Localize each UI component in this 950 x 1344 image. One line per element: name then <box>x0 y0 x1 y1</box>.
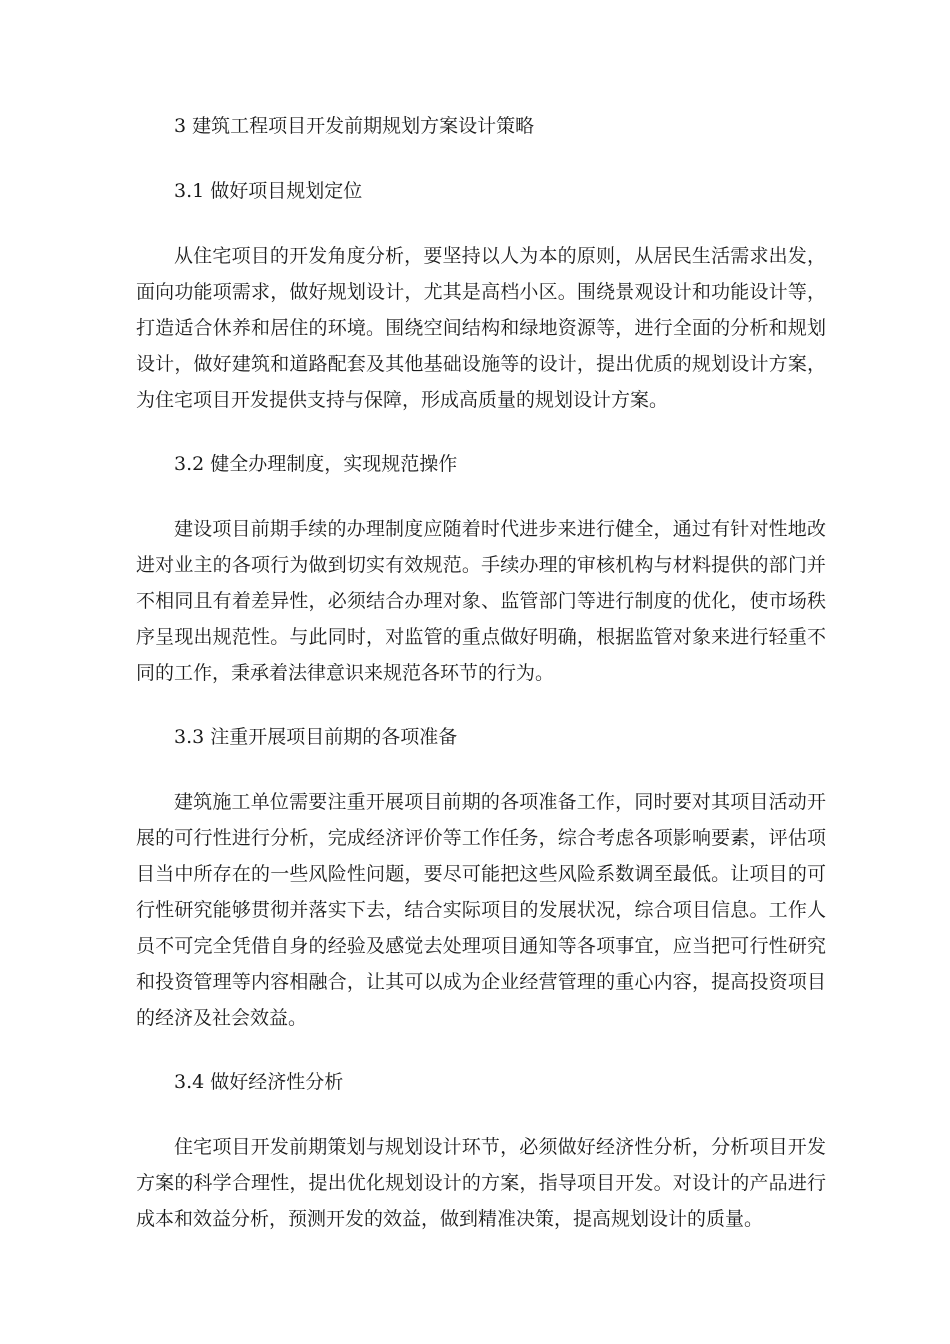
paragraph-3-4: 住宅项目开发前期策划与规划设计环节，必须做好经济性分析，分析项目开发方案的科学合理性，提出优化规划设计的方案，指导项目开发。对设计的产品进行成本和效益分析，预测开发的效益，做到精准决策，提高规划设计的质量。 <box>136 1136 826 1230</box>
document-page <box>136 108 826 1265</box>
subsection-heading-3-4: 3.4 做好经济性分析 <box>174 1071 344 1093</box>
paragraph-3-3: 建筑施工单位需要注重开展项目前期的各项准备工作，同时要对其项目活动开展的可行性进行分析，完成经济评价等工作任务，综合考虑各项影响要素，评估项目当中所存在的一些风险性问题，要尽可能把这些风险系数调至最低。让项目的可行性研究能够贯彻并落实下去，结合实际项目的发展状况，综合项目信息。工作人员不可完全凭借自身的经验及感觉去处理项目通知等各项事宜，应当把可行性研究和投资管理等内容相融合，让其可以成为企业经营管理的重心内容，提高投资项目的经济及社会效益。 <box>136 791 826 1029</box>
subsection-heading-3-1: 3.1 做好项目规划定位 <box>174 180 363 202</box>
section-heading-3: 3 建筑工程项目开发前期规划方案设计策略 <box>174 115 535 137</box>
paragraph-3-1: 从住宅项目的开发角度分析，要坚持以人为本的原则，从居民生活需求出发，面向功能项需求，做好规划设计，尤其是高档小区。围绕景观设计和功能设计等，打造适合休养和居住的环境。围绕空间结构和绿地资源等，进行全面的分析和规划设计，做好建筑和道路配套及其他基础设施等的设计，提出优质的规划设计方案，为住宅项目开发提供支持与保障，形成高质量的规划设计方案。 <box>136 245 826 411</box>
subsection-heading-3-2: 3.2 健全办理制度，实现规范操作 <box>174 453 458 475</box>
paragraph-3-2: 建设项目前期手续的办理制度应随着时代进步来进行健全，通过有针对性地改进对业主的各项行为做到切实有效规范。手续办理的审核机构与材料提供的部门并不相同且有着差异性，必须结合办理对象、监管部门等进行制度的优化，使市场秩序呈现出规范性。与此同时，对监管的重点做好明确，根据监管对象来进行轻重不同的工作，秉承着法律意识来规范各环节的行为。 <box>136 518 826 684</box>
subsection-heading-3-3: 3.3 注重开展项目前期的各项准备 <box>174 726 458 748</box>
